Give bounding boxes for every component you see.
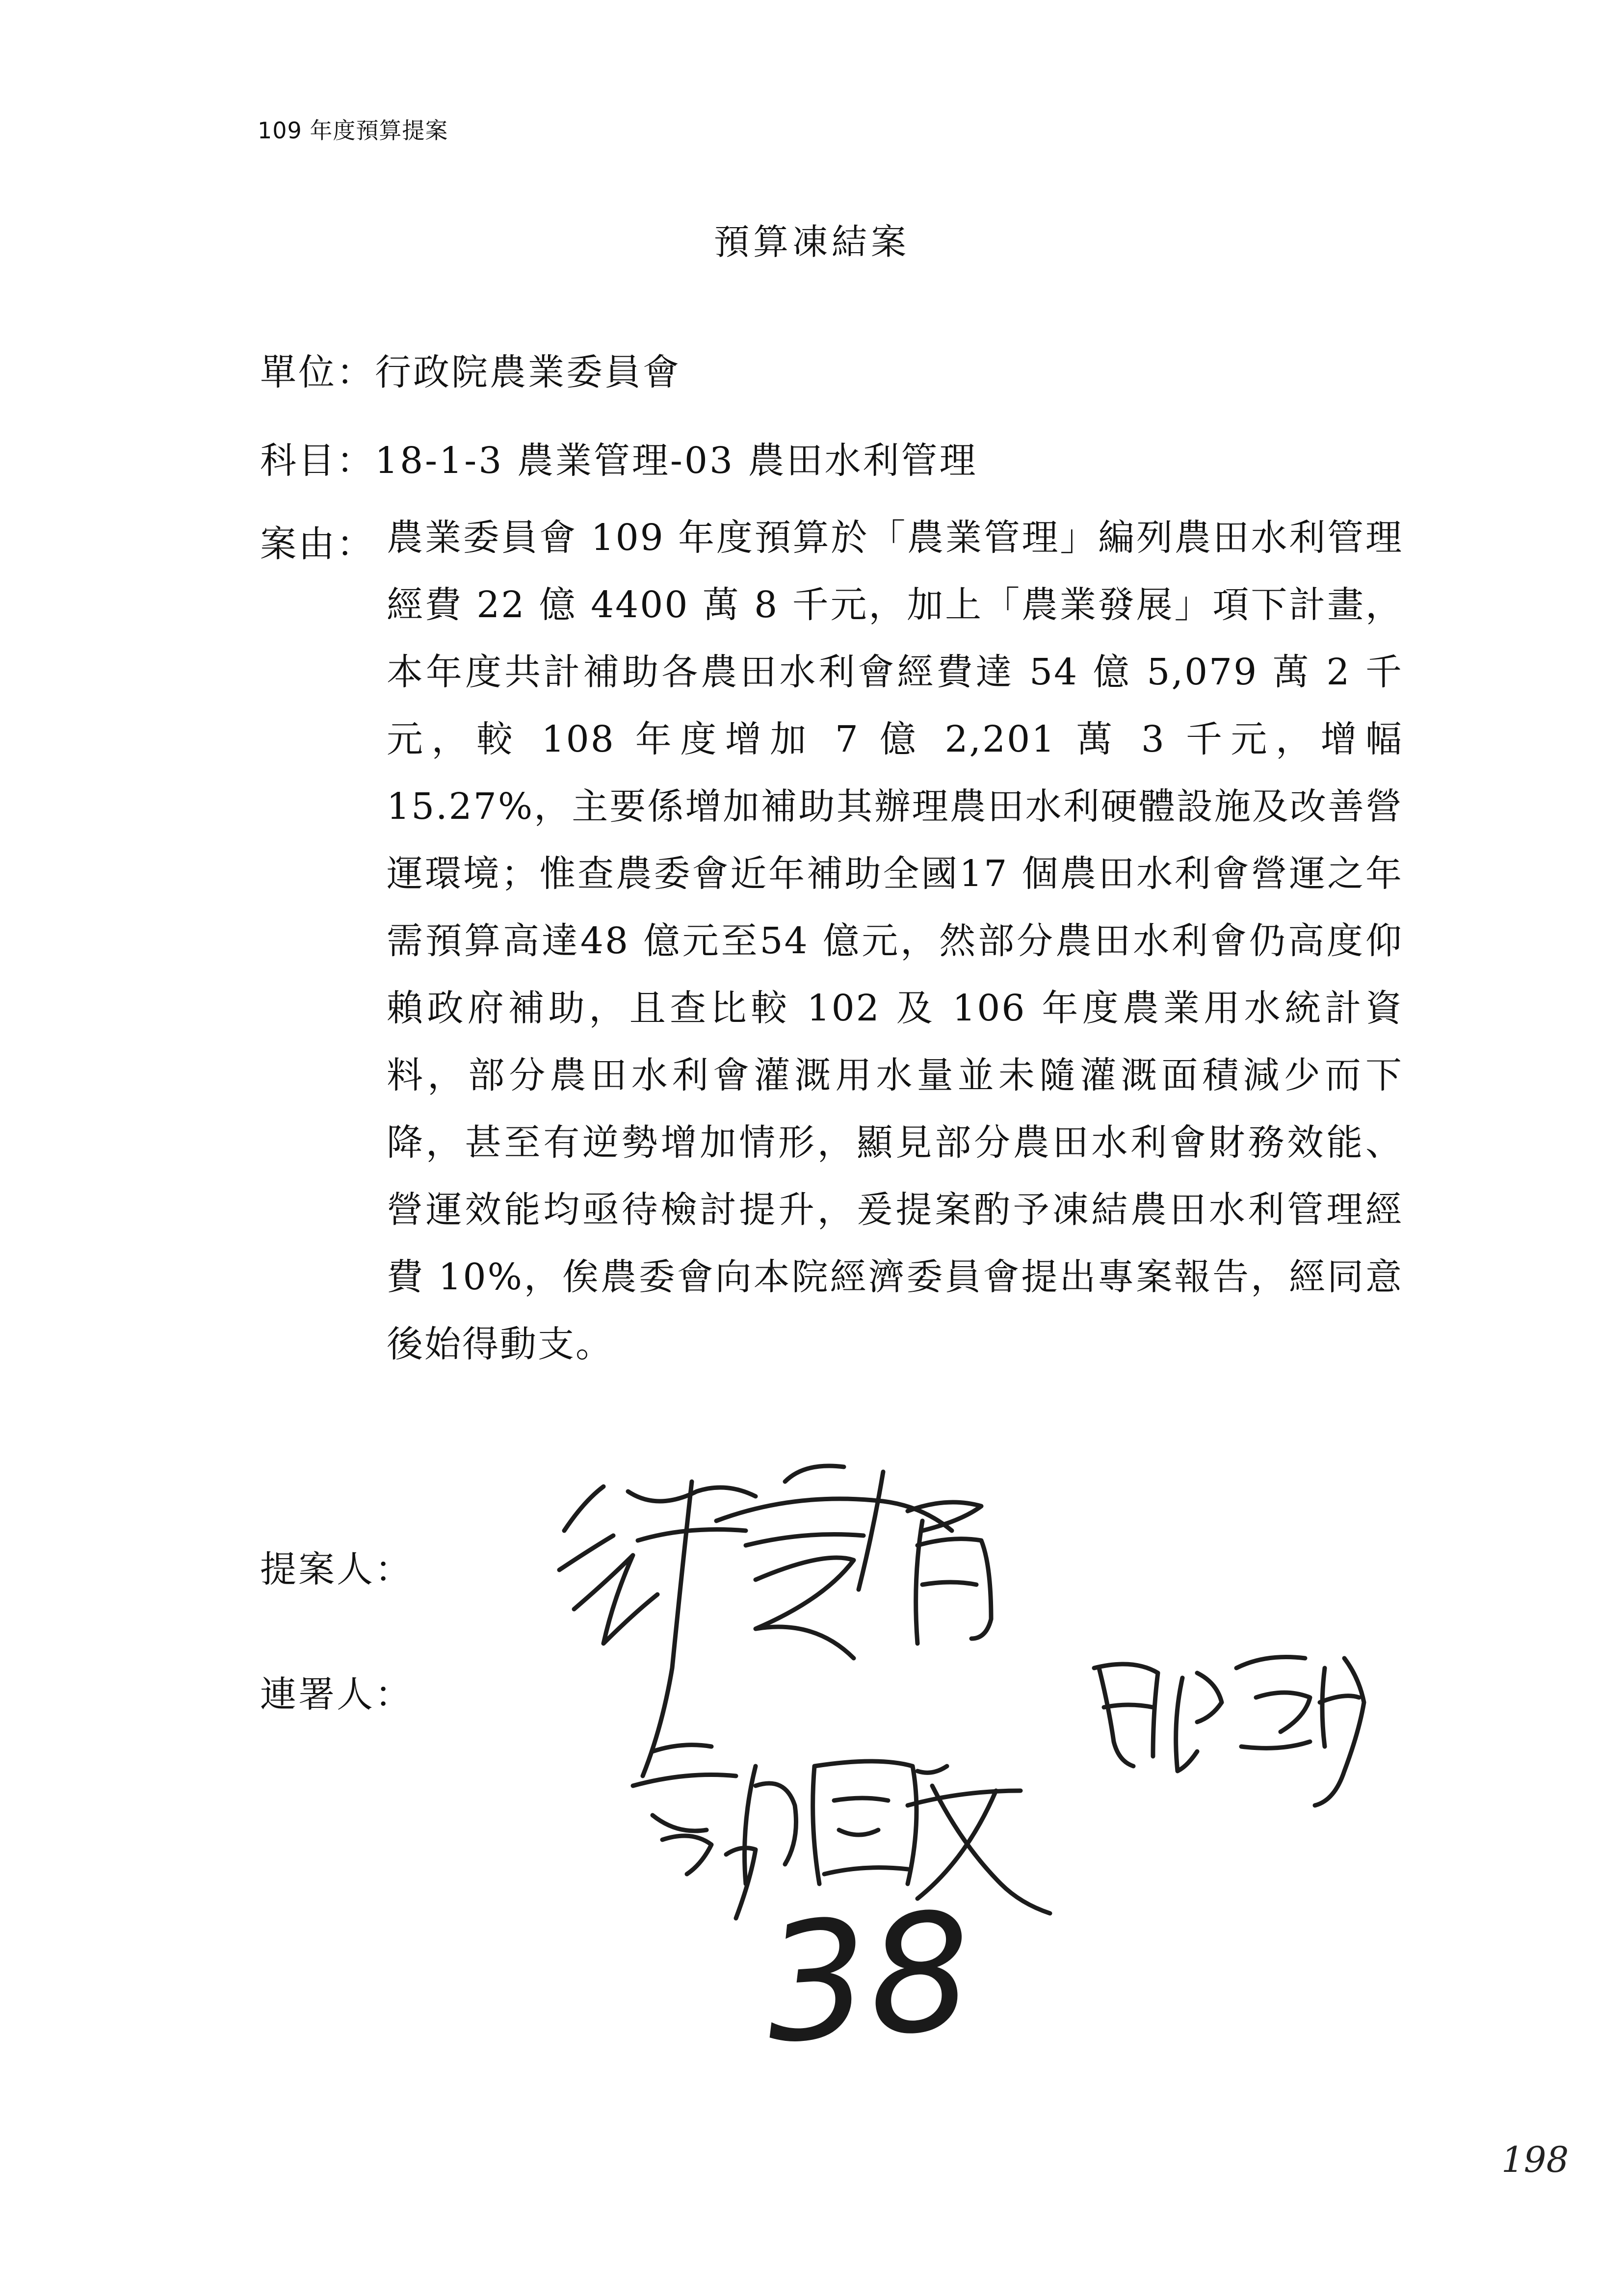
document-header: 109 年度預算提案 [258, 117, 448, 144]
reason-text: 農業委員會 109 年度預算於「農業管理」編列農田水利管理經費 22 億 4400 萬 8 千元，加上「農業發展」項下計畫，本年度共計補助各農田水利會經費達 54 億 5,079 萬 2 千元，較 108 年度增加 7 億 2,201 萬 3 千元，增幅 15.27%，主要係增加補助其辦理農田水利硬體設施及改善營運環境；惟查農委會近年補助全國17 個農田水利會營運之年需預算高達48 億元至54 億元，然部分農田水利會仍高度仰賴政府補助，且查比較 102 及 106 年度農業用水統計資料，部分農田水利會灌溉用水量並未隨灌溉面積減少而下降，甚至有逆勢增加情形，顯見部分農田水利會財務效能、營運效能均亟待檢討提升，爰提案酌予凍結農田水利管理經費 10%，俟農委會向本院經濟委員會提出專案報告，經同意後始得動支。 [387, 517, 1403, 1365]
cosigner-signature-2 [1094, 1657, 1364, 1806]
page-title: 預算凍結案 [713, 221, 910, 262]
cosigner-label: 連署人： [260, 1673, 413, 1716]
page-number: 198 [1501, 2139, 1569, 2180]
unit-label: 單位： [260, 351, 375, 393]
proposer-label: 提案人： [260, 1548, 413, 1591]
subject-value: 18-1-3 農業管理-03 農田水利管理 [375, 440, 978, 482]
handwritten-count: 38 [759, 1877, 978, 2080]
subject-label: 科目： [260, 440, 375, 482]
unit-value: 行政院農業委員會 [375, 351, 681, 393]
reason-label: 案由： [260, 523, 375, 565]
proposer-signature [559, 1466, 991, 1776]
